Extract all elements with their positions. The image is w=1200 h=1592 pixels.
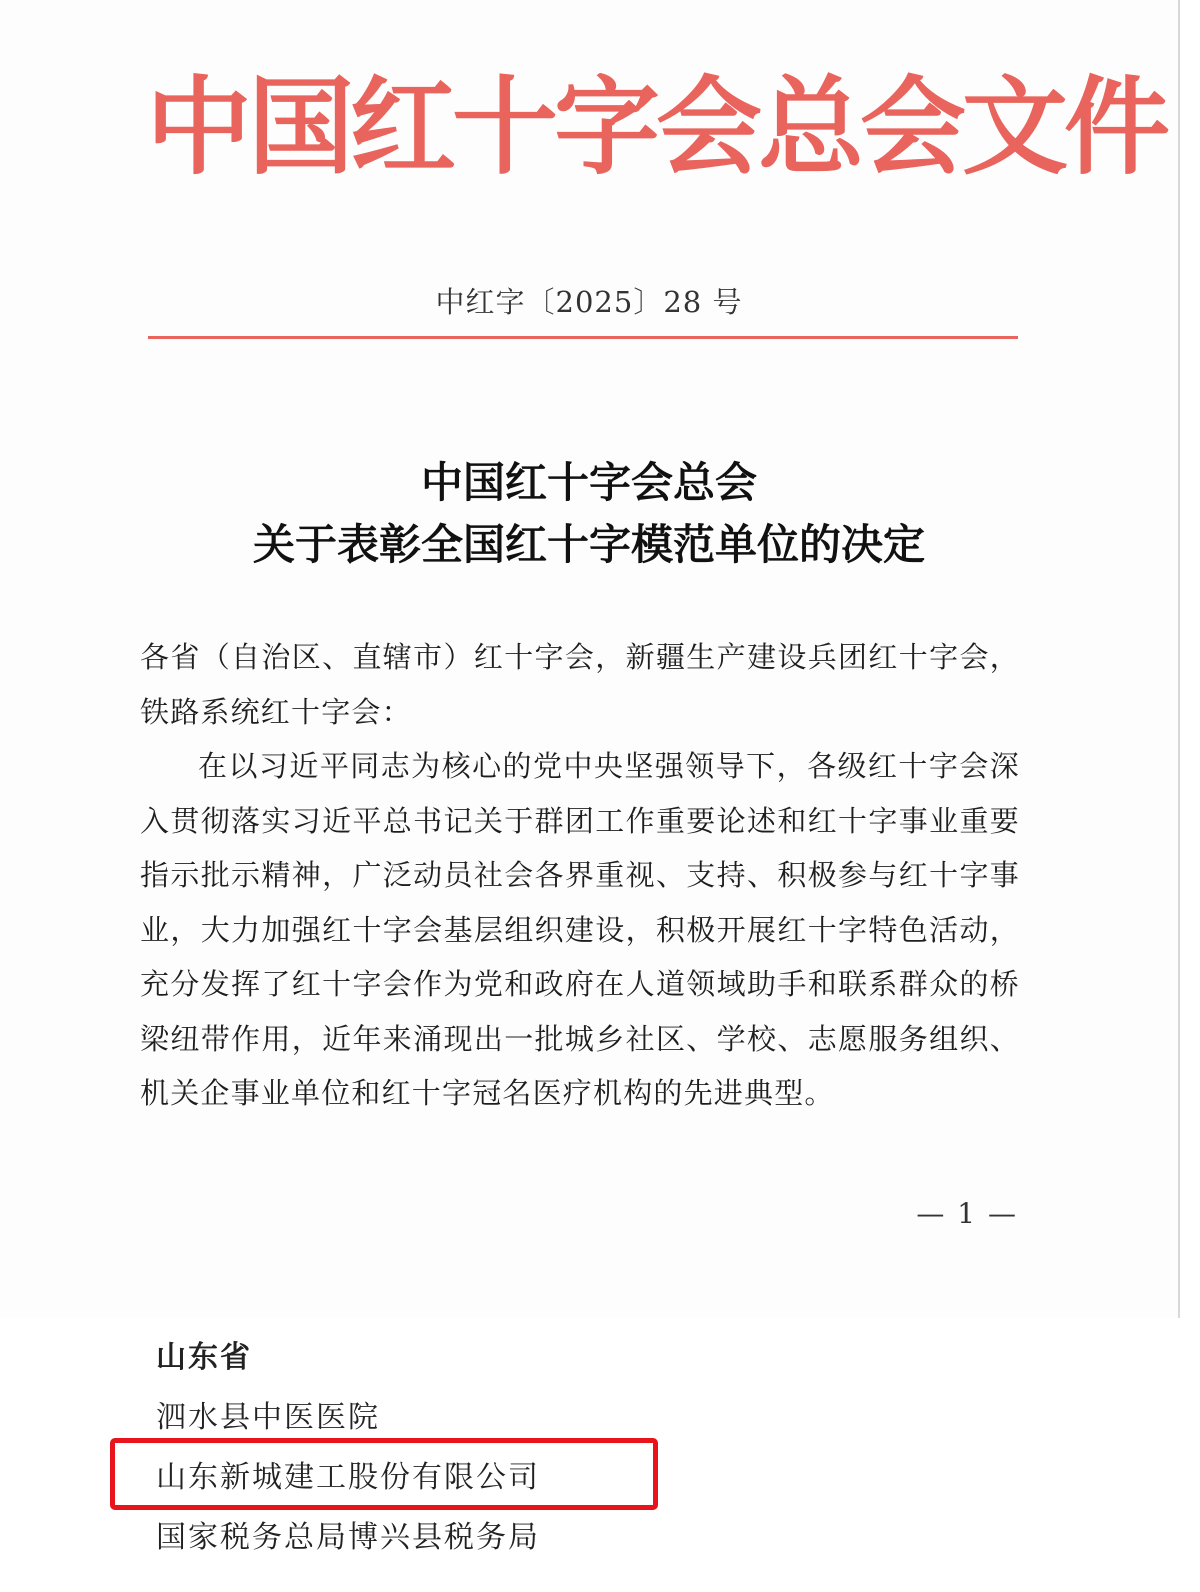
document-header-title: 中国红十字会总会文件 bbox=[146, 66, 1166, 189]
list-item: 国家税务总局博兴县税务局 bbox=[156, 1520, 540, 1555]
decision-title bbox=[0, 452, 1178, 576]
decision-title-line-2: 关于表彰全国红十字模范单位的决定 bbox=[252, 520, 925, 569]
list-item: 泗水县中医医院 bbox=[156, 1400, 380, 1435]
province-heading: 山东省 bbox=[156, 1340, 252, 1375]
page-number: — 1 — bbox=[916, 1197, 1018, 1230]
document-number: 中红字〔2025〕28 号 bbox=[435, 285, 743, 319]
highlight-box bbox=[110, 1438, 658, 1510]
body-paragraph: 在以习近平同志为核心的党中央坚强领导下，各级红十字会深入贯彻落实习近平总书记关于群团工作重要论述和红十字事业重要指示批示精神，广泛动员社会各界重视、支持、积极参与红十字事业，大力加强红十字会基层组织建设，积极开展红十字特色活动，充分发挥了红十字会作为党和政府在人道领域助手和联系群众的桥梁纽带作用，近年来涌现出一批城乡社区、学校、志愿服务组织、机关企事业单位和红十字冠名医疗机构的先进典型。 bbox=[140, 749, 1020, 1110]
decision-title-line-1: 中国红十字会总会 bbox=[420, 458, 757, 507]
header-divider bbox=[148, 336, 1018, 339]
document-body bbox=[140, 630, 1020, 1121]
list-item-highlighted: 山东新城建工股份有限公司 bbox=[156, 1460, 540, 1495]
addressee-paragraph: 各省（自治区、直辖市）红十字会，新疆生产建设兵团红十字会，铁路系统红十字会： bbox=[140, 640, 1020, 729]
